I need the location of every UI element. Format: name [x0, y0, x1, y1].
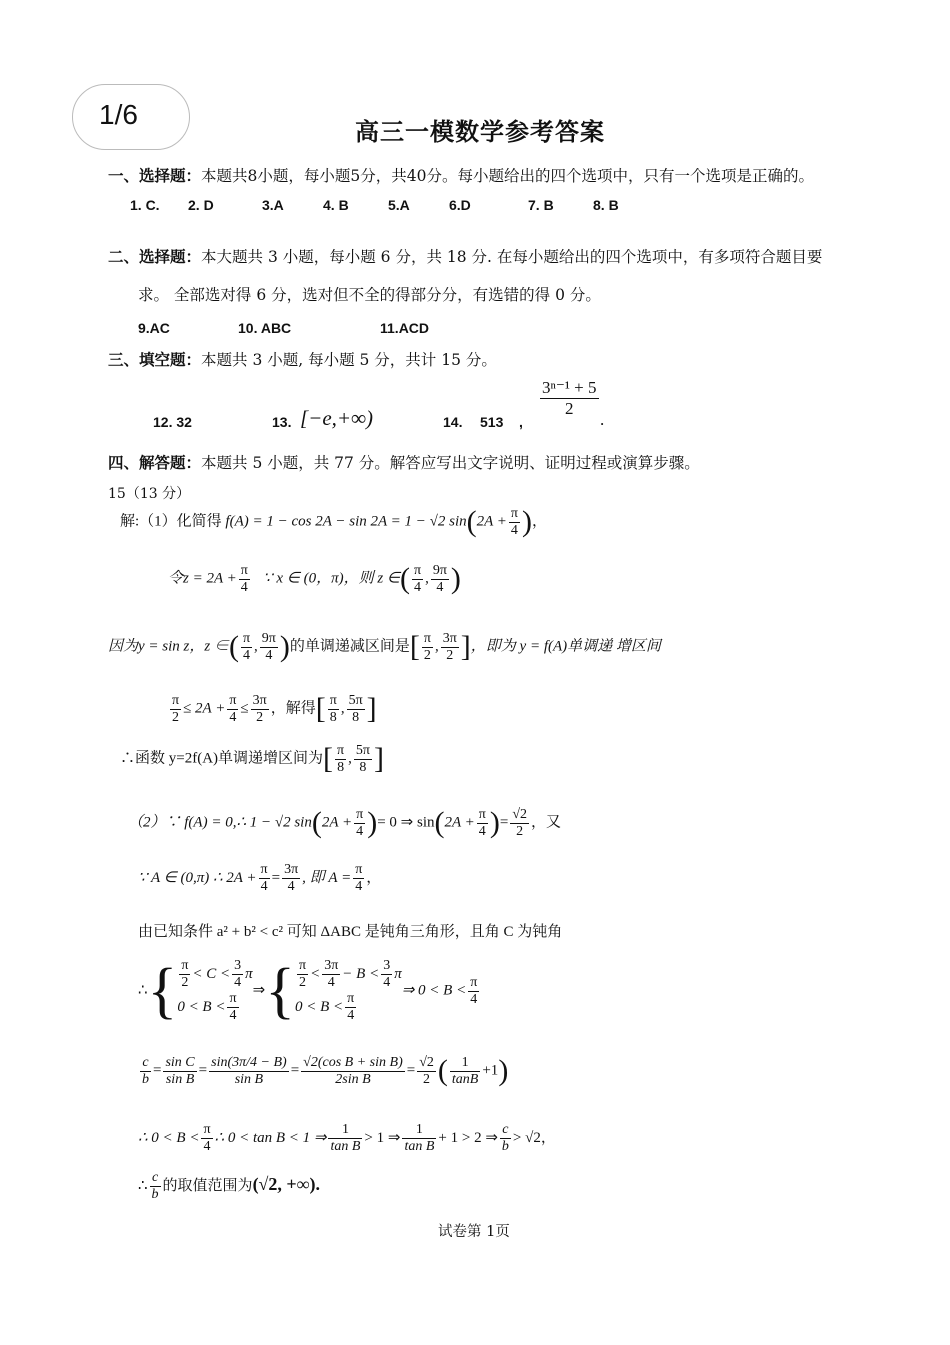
part3-answer-14-value: 513 [480, 414, 504, 430]
fraction-pi-over-2: $\frac{\pi}{2}$ [172, 692, 180, 725]
q15-tan-3: > 1 ⇒ [364, 1129, 401, 1146]
part1-answer-7: 7. B [528, 197, 554, 213]
part1-answer-3: 3.A [262, 197, 284, 213]
q15-solve-ineq2: ≤ [240, 700, 249, 717]
part4-desc: 本题共 5 小题，共 77 分。解答应写出文字说明、证明过程或演算步骤。 [201, 454, 700, 472]
fraction-3pi-over-2: $\frac{3\pi}{2}$ [442, 630, 457, 663]
q15-because-mid: 的单调递减区间是 [289, 638, 410, 655]
q15-solve-ineq: ≤ 2A + [183, 700, 226, 717]
fraction-pi-over-4: $\frac{\pi}{4}$ [355, 862, 363, 894]
part3-answer-13-label: 13. [272, 414, 292, 430]
q15-let-cond: ∵ x ∈ (0，π)，则 z ∈ [263, 570, 400, 587]
part2-desc-line2: 求。 全部选对得 6 分，选对但不全的得部分分，有选错的得 0 分。 [138, 286, 601, 304]
part3-answer-12: 12. 32 [153, 414, 192, 430]
fraction-pi-over-2: $\frac{\pi}{2}$ [423, 630, 431, 663]
q15-solve-text: ，解得 [270, 700, 316, 717]
q15-step1-inner: 2A + [476, 513, 507, 530]
part3-heading: 三、填空题： [108, 350, 202, 369]
fraction-9pi-over-4: $\frac{9\pi}{4}$ [261, 630, 276, 663]
fraction-pi-over-4: $\frac{\pi}{4}$ [242, 630, 251, 663]
q15-let-line: 令z = 2A + $\frac{\pi}{4}$ ∵ x ∈ (0，π)，则 z ∈( $\frac{\pi}{4}$ , $\frac{9\pi}{4}$ ) [168, 562, 461, 595]
part3-answer-14-sep: , [519, 414, 523, 430]
fraction-sqrt2-over-2: $\frac{√2}{2}$ [512, 806, 527, 839]
part3-answer-14-numerator: 3ⁿ⁻¹ + 5 [542, 378, 597, 397]
q15-tan-5: > √2， [512, 1129, 556, 1146]
q15-final-line: ∴ $\frac{c}{b}$ 的取值范围为(√2, +∞). [138, 1170, 321, 1202]
q15-solve-line: $\frac{\pi}{2}$ ≤ 2A + $\frac{\pi}{4}$ ≤ $\frac{3\pi}{2}$ ，解得[ $\frac{\pi}{8}$ , $\frac{5\pi}{8}$ ] [172, 692, 377, 725]
part3-instructions [108, 348, 497, 370]
q15-system-2: $\frac{\pi}{2}$ < $\frac{3\pi}{4}$ − B < $\frac{3}{4}$ π 0 < B < $\frac{\pi}{4}$ [295, 958, 402, 1023]
page-footer: 试卷第 1页 [438, 1224, 510, 1240]
part3-answer-14-end: . [600, 410, 605, 429]
part4-instructions [108, 451, 700, 473]
fraction-3pi-over-2: $\frac{3\pi}{2}$ [252, 692, 267, 725]
q15-tan-line: ∴ 0 < B < $\frac{\pi}{4}$ ∴ 0 < tan B < 1 ⇒ $\frac{1}{\text{tan B}}$ > 1 ⇒ $\frac{1}{\text{tan B}}$ + 1 > 2 ⇒ $\frac{c}{b}$ > √2， [138, 1122, 556, 1154]
q15-ratio-line: $\frac{c}{b}$ = $\frac{\text{sin C}}{\text{sin B}}$ = $\frac{\sin(3\pi/4 - B)}{\text{sin B}}$ = $\frac{\text{√2(cos B + sin B)}}{\text{2sin B}}$ = $\frac{√2}{2}$ ( $\frac{1}{\tan B}$ +1) [142, 1054, 509, 1087]
q15-conclude-text: ∴函数 y=2f(A)单调递增区间为 [120, 750, 324, 767]
part1-answer-6: 6.D [449, 197, 471, 213]
q15-a-range-end: ， [366, 869, 382, 886]
q15-step1-expr: f(A) = 1 − cos 2A − sin 2A = 1 − √2 sin [225, 513, 467, 530]
q15-part2-eq: = [499, 814, 509, 831]
part1-answer-2: 2. D [188, 197, 214, 213]
q15-system-arrow1: ⇒ [252, 982, 266, 999]
part3-desc: 本题共 3 小题, 每小题 5 分，共计 15 分。 [201, 351, 497, 369]
fraction-pi-over-8: $\frac{\pi}{8}$ [337, 742, 345, 775]
fraction-pi-over-4: $\frac{\pi}{4}$ [356, 806, 364, 839]
q15-tan-4: + 1 > 2 ⇒ [438, 1129, 498, 1146]
fraction-9pi-over-4: $\frac{9\pi}{4}$ [432, 562, 447, 595]
part4-heading: 四、解答题： [108, 453, 202, 472]
part3-answer-14-denominator: 2 [565, 399, 574, 418]
fraction-pi-over-4: $\frac{\pi}{4}$ [414, 562, 422, 595]
fraction-pi-over-4: $\frac{\pi}{4}$ [260, 862, 268, 894]
part2-answer-10: 10. ABC [238, 320, 292, 336]
part1-answer-5: 5.A [388, 197, 410, 213]
fraction-3pi-over-4: $\frac{3\pi}{4}$ [284, 862, 299, 894]
fraction-pi-over-4: $\frac{\pi}{4}$ [510, 505, 518, 538]
page-title: 高三一模数学参考答案 [355, 117, 605, 146]
fraction-5pi-over-8: $\frac{5\pi}{8}$ [355, 742, 370, 775]
q15-tan-2: ∴ 0 < tan B < 1 ⇒ [214, 1129, 327, 1146]
part2-answer-11: 11.ACD [380, 320, 430, 336]
part1-heading: 一、选择题： [108, 166, 202, 185]
fraction-pi-over-4: $\frac{\pi}{4}$ [229, 692, 237, 725]
part1-instructions [108, 164, 814, 186]
q15-header: 15（13 分） [108, 486, 191, 502]
part2-heading: 二、选择题： [108, 247, 202, 266]
fraction-pi-over-8: $\frac{\pi}{8}$ [329, 692, 337, 725]
q15-conclude-line: ∴函数 y=2f(A)单调递增区间为[ $\frac{\pi}{8}$ , $\frac{5\pi}{8}$ ] [120, 742, 384, 775]
q15-part2-line: （2）∵ f(A) = 0,∴ 1 − √2 sin(2A + $\frac{\pi}{4}$ )= 0 ⇒ sin(2A + $\frac{\pi}{4}$ )= $\frac{√2}{2}$ ，又 [128, 806, 562, 839]
part2-desc-line1: 本大题共 3 小题，每小题 6 分，共 18 分. 在每小题给出的四个选项中，有多项符合题目要 [201, 248, 823, 266]
q15-final-interval: (√2, +∞). [252, 1173, 321, 1194]
page-number-badge [72, 84, 190, 150]
q15-because-line: 因为y = sin z，z ∈( $\frac{\pi}{4}$ , $\frac{9\pi}{4}$ )的单调递减区间是[ $\frac{\pi}{2}$ , $\frac{3\pi}{2}$ ]，即为 y = f(A)单调递 增区间 [108, 630, 661, 663]
part1-answer-8: 8. B [593, 197, 619, 213]
q15-because-end: ，即为 y = f(A)单调递 增区间 [470, 638, 661, 655]
q15-tan-1: ∴ 0 < B < [138, 1129, 200, 1146]
part3-answer-14-fraction [540, 378, 599, 419]
q15-a-range: ∵ A ∈ (0,π) ∴ 2A + [138, 869, 257, 886]
q15-because-text: 因为y = sin z，z ∈ [108, 638, 229, 655]
q15-system-line: ∴{ $\frac{\pi}{2}$ < C < $\frac{3}{4}$ π 0 < B < $\frac{\pi}{4}$ ⇒{ $\frac{\pi}{2}$ < $\frac{3\pi}{4}$ − B < $\frac{3}{4}$ π 0 < B < $\frac{\pi}{4}$ ⇒ 0 < B < $\frac{\pi}{4}$ [138, 957, 478, 1025]
q15-final-text: 的取值范围为 [162, 1177, 253, 1194]
part2-instructions [108, 245, 822, 267]
part1-desc: 本题共8小题，每小题5分，共40分。每小题给出的四个选项中，只有一个选项是正确的。 [201, 167, 814, 185]
fraction-pi-over-4: $\frac{\pi}{4}$ [240, 562, 248, 595]
fraction-pi-over-4: $\frac{\pi}{4}$ [478, 806, 486, 839]
q15-condition: 由已知条件 a² + b² < c² 可知 ΔABC 是钝角三角形，且角 C 为钝角 [138, 924, 563, 940]
q15-step1-intro: 解:（1）化简得 [120, 513, 222, 530]
q15-part2-mid: = 0 ⇒ sin [377, 814, 435, 831]
part3-answer-13-value: [−e,+∞) [300, 406, 374, 430]
q15-step1-end: ， [531, 513, 547, 530]
q15-let-text: 令z = 2A + [168, 570, 237, 587]
q15-system-1: $\frac{\pi}{2}$ < C < $\frac{3}{4}$ π 0 < B < $\frac{\pi}{4}$ [177, 958, 253, 1023]
page-number: 1/6 [99, 99, 138, 130]
part3-answer-14-label: 14. [443, 414, 463, 430]
q15-a-range-line: ∵ A ∈ (0,π) ∴ 2A + $\frac{\pi}{4}$ = $\frac{3\pi}{4}$ , 即 A = $\frac{\pi}{4}$ ， [138, 862, 382, 894]
q15-a-range-mid: , 即 A = [302, 869, 352, 886]
part1-answer-1: 1. C. [130, 197, 160, 213]
q15-part2-prefix: （2）∵ f(A) = 0,∴ 1 − √2 sin [128, 814, 312, 831]
q15-part2-end: ，又 [531, 814, 562, 831]
q15-step1-line: 解:（1）化简得 f(A) = 1 − cos 2A − sin 2A = 1 − √2 sin(2A + $\frac{\pi}{4}$ )， [120, 505, 547, 538]
part1-answer-4: 4. B [323, 197, 349, 213]
q15-system-arrow2: ⇒ 0 < B < [401, 982, 467, 999]
part2-answer-9: 9.AC [138, 320, 170, 336]
fraction-5pi-over-8: $\frac{5\pi}{8}$ [348, 692, 363, 725]
